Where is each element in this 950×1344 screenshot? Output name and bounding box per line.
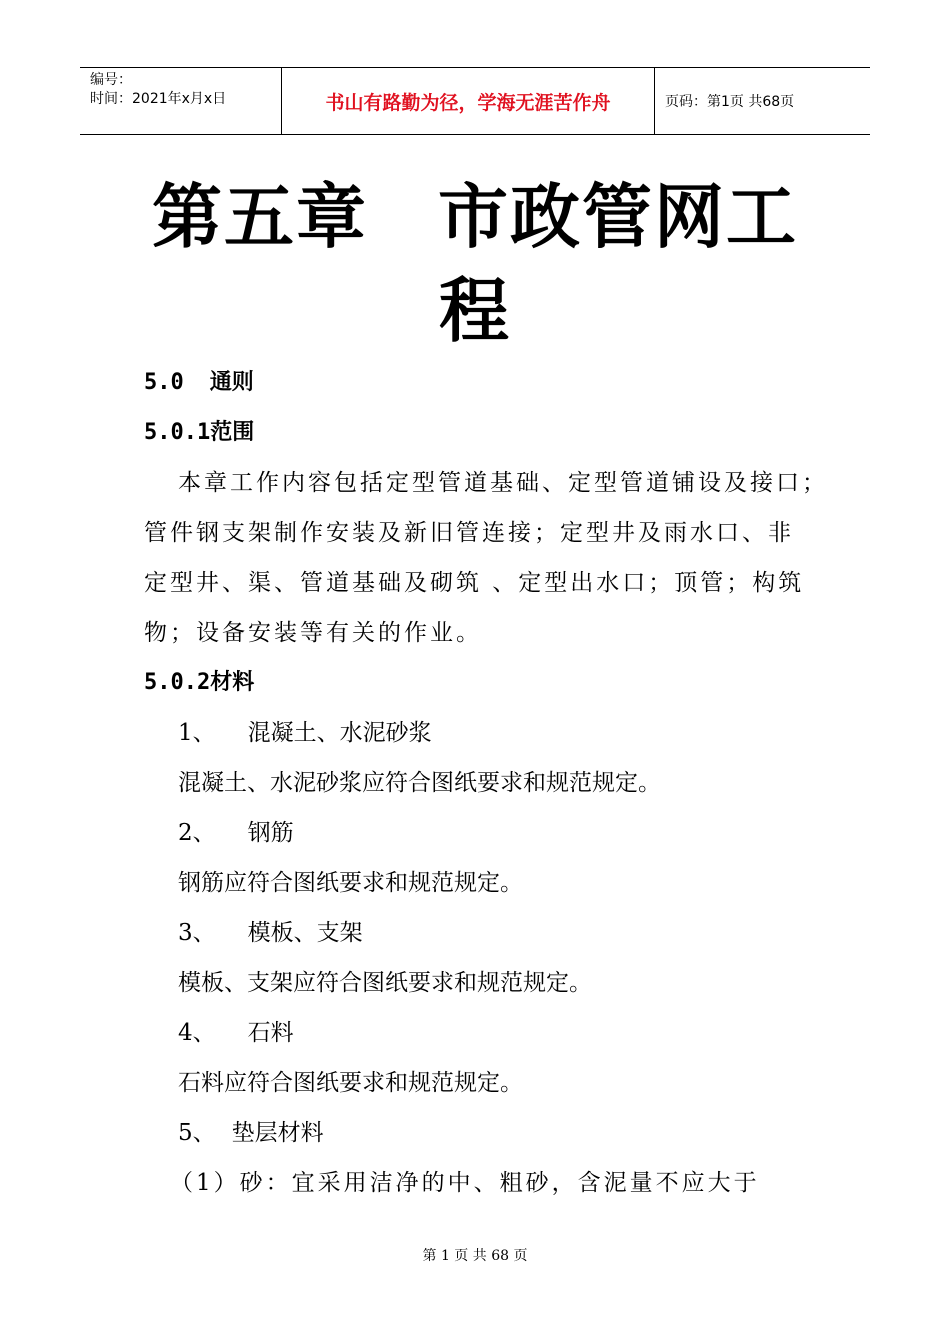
material-number: 3、 xyxy=(178,920,216,946)
section-number: 5.0.2 xyxy=(144,670,211,695)
material-number: 4、 xyxy=(178,1020,216,1046)
paragraph-line: 物；设备安装等有关的作业。 xyxy=(144,620,482,646)
paragraph-line: 定型井、渠、管道基础及砌筑 、定型出水口；顶管；构筑 xyxy=(144,570,805,596)
section-label: 范围 xyxy=(210,420,255,445)
section-label: 材料 xyxy=(210,670,255,695)
material-item xyxy=(178,918,363,948)
material-number: 5、 xyxy=(178,1120,216,1146)
header-page-label: 页码：第1页 共68页 xyxy=(665,94,795,110)
section-heading-5-0-2 xyxy=(144,668,254,698)
chapter-number: 第五章 xyxy=(152,176,368,258)
section-heading-5-0-1 xyxy=(144,418,254,448)
paragraph-line: （1）砂：宜采用洁净的中、粗砂，含泥量不应大于 xyxy=(170,1170,760,1196)
paragraph-line: 本章工作内容包括定型管道基础、定型管道铺设及接口； xyxy=(178,470,828,496)
page-footer: 第 1 页 共 68 页 xyxy=(422,1248,528,1264)
material-description: 钢筋应符合图纸要求和规范规定。 xyxy=(178,870,523,896)
paragraph-line: 管件钢支架制作安装及新旧管连接；定型井及雨水口、非 xyxy=(144,520,794,546)
header-motto: 书山有路勤为径，学海无涯苦作舟 xyxy=(282,68,655,134)
chapter-name: 市政管网工 xyxy=(438,176,798,258)
material-item xyxy=(178,1018,294,1048)
material-item xyxy=(178,818,294,848)
material-description: 石料应符合图纸要求和规范规定。 xyxy=(178,1070,523,1096)
section-heading-5-0 xyxy=(144,368,254,398)
material-name: 混凝土、水泥砂浆 xyxy=(247,720,432,746)
material-name: 垫层材料 xyxy=(231,1120,324,1146)
material-description: 混凝土、水泥砂浆应符合图纸要求和规范规定。 xyxy=(178,770,661,796)
material-item xyxy=(178,1118,324,1148)
section-label: 通则 xyxy=(209,370,254,395)
material-number: 2、 xyxy=(178,820,216,846)
section-number: 5.0 xyxy=(144,370,184,395)
material-number: 1、 xyxy=(178,720,216,746)
page-header xyxy=(80,67,870,135)
chapter-title-line1 xyxy=(80,170,870,264)
header-time-label: 时间：2021年x月x日 xyxy=(90,91,227,107)
section-number: 5.0.1 xyxy=(144,420,211,445)
chapter-title-line2: 程 xyxy=(439,270,511,352)
header-number-label: 编号： xyxy=(90,72,132,88)
material-name: 钢筋 xyxy=(247,820,294,846)
material-description: 模板、支架应符合图纸要求和规范规定。 xyxy=(178,970,592,996)
material-item xyxy=(178,718,432,748)
header-meta xyxy=(80,68,282,134)
chapter-title xyxy=(80,170,870,358)
material-name: 石料 xyxy=(247,1020,294,1046)
material-name: 模板、支架 xyxy=(247,920,363,946)
